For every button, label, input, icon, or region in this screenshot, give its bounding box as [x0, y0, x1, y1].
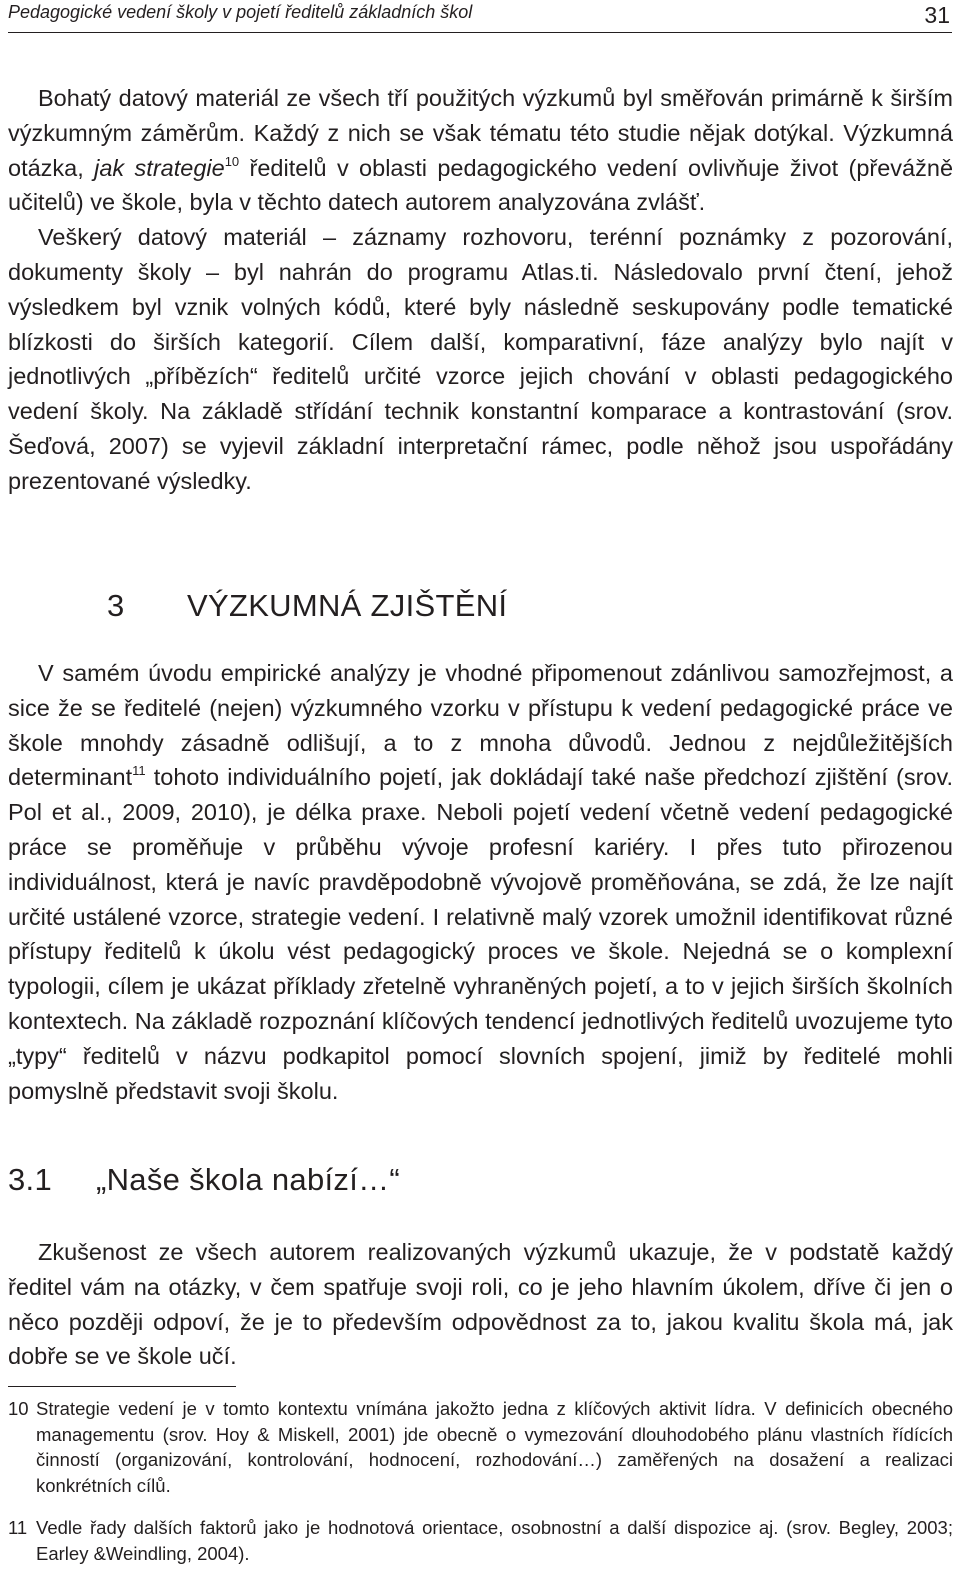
- paragraph: Zkušenost ze všech autorem realizovaných výzkumů ukazuje, že v podstatě každý ředitel vám na otázky, v čem spatřuje svoji roli, co je jeho hlavním úkolem, dříve či jen o něco později odpoví, že je to především odpovědnost za to, jakou kvalitu škola má, jak dobře se ve škole učí.: [8, 1239, 953, 1370]
- footnote-number: 11: [8, 1517, 28, 1538]
- footnote-10: [8, 1396, 953, 1498]
- paragraph: Veškerý datový materiál – záznamy rozhovoru, terénní poznámky z pozorování, dokumenty školy – byl nahrán do programu Atlas.ti. Následovalo první čtení, jehož výsledkem byl vznik volných kódů, které byly následně seskupovány podle tematické blízkosti do širších kategorií. Cílem další, komparativní, fáze analýzy bylo najít v jednotlivých „příbězích“ ředitelů určité vzorce jejich chování v oblasti pedagogického vedení školy. Na základě střídání technik konstantní komparace a kontrastování (srov. Šeďová, 2007) se vyjevil základní interpretační rámec, podle něhož jsou uspořádány prezentované výsledky.: [8, 224, 953, 494]
- page-number: 31: [924, 2, 950, 28]
- footnote-text: Vedle řady dalších faktorů jako je hodnotová orientace, osobnostní a další dispozice aj. (srov. Begley, 2003; Earley &Weindling, 2004).: [36, 1517, 953, 1564]
- intro-text-block: [8, 81, 953, 499]
- findings-text-block: [8, 656, 953, 1108]
- running-title: Pedagogické vedení školy v pojetí ředitelů základních škol: [8, 2, 473, 22]
- footnote-number: 10: [8, 1398, 29, 1419]
- footnote-text: Strategie vedení je v tomto kontextu vnímána jakožto jedna z klíčových aktivit lídra. V definicích obecného managementu (srov. Hoy & Miskell, 2001) jde obecně o vymezování dlouhodobého plánu vlastních řídících činností (organizování, kontrolování, hodnocení, rozhodování…) zaměřených na dosažení a realizaci konkrétních cílů.: [36, 1398, 953, 1496]
- subsection-number: 3.1: [8, 1162, 52, 1197]
- footnote-ref-10[interactable]: 10: [224, 153, 240, 169]
- section-number: 3: [107, 588, 125, 623]
- subsection-text-block: [8, 1235, 953, 1374]
- subsection-heading: [8, 1162, 400, 1198]
- paragraph: V samém úvodu empirické analýzy je vhodné připomenout zdánlivou samozřejmost, a sice že se ředitelé (nejen) výzkumného vzorku v přístupu k vedení pedagogické práce ve škole mnohdy zásadně odlišují, a to z mnoha důvodů. Jednou z nejdůležitějších determinant$^{11}$ tohoto individuálního pojetí, jak dokládají také naše předchozí zjištění (srov. Pol et al., 2009, 2010), je délka praxe. Neboli pojetí vedení včetně vedení pedagogické práce se proměňuje v průběhu vývoje profesní kariéry. I přes tuto přirozenou individuálnost, která je navíc pravděpodobně vývojově proměňována, se zdá, že lze najít určité ustálené vzorce, strategie vedení. I relativně malý vzorek umožnil identifikovat různé přístupy ředitelů k úkolu vést pedagogický proces ve škole. Nejedná se o komplexní typologii, cílem je ukázat příklady zřetelně vyhraněných pojetí, a to v jejich širších školních kontextech. Na základě rozpoznání klíčových tendencí jednotlivých ředitelů uvozujeme tyto „typy“ ředitelů v názvu podkapitol pomocí slovních spojení, jimiž by ředitelé mohli pomyslně představit svoji školu.: [8, 660, 953, 1104]
- running-header: [8, 0, 952, 33]
- section-title: VÝZKUMNÁ ZJIŠTĚNÍ: [187, 588, 508, 623]
- subsection-title: „Naše škola nabízí…“: [96, 1162, 401, 1197]
- paragraph: Bohatý datový materiál ze všech tří použitých výzkumů byl směřován primárně k širším výzkumným záměrům. Každý z nich se však tématu této studie nějak dotýkal. Výzkumná otázka, jak strategie$^{10}$ ředitelů v oblasti pedagogického vedení ovlivňuje život (převážně učitelů) ve škole, byla v těchto datech autorem analyzována zvlášť.: [8, 85, 954, 216]
- footnote-ref-11[interactable]: 11: [132, 763, 146, 779]
- section-heading: [107, 588, 507, 624]
- footnote-separator: [8, 1386, 236, 1387]
- footnote-11: [8, 1515, 953, 1566]
